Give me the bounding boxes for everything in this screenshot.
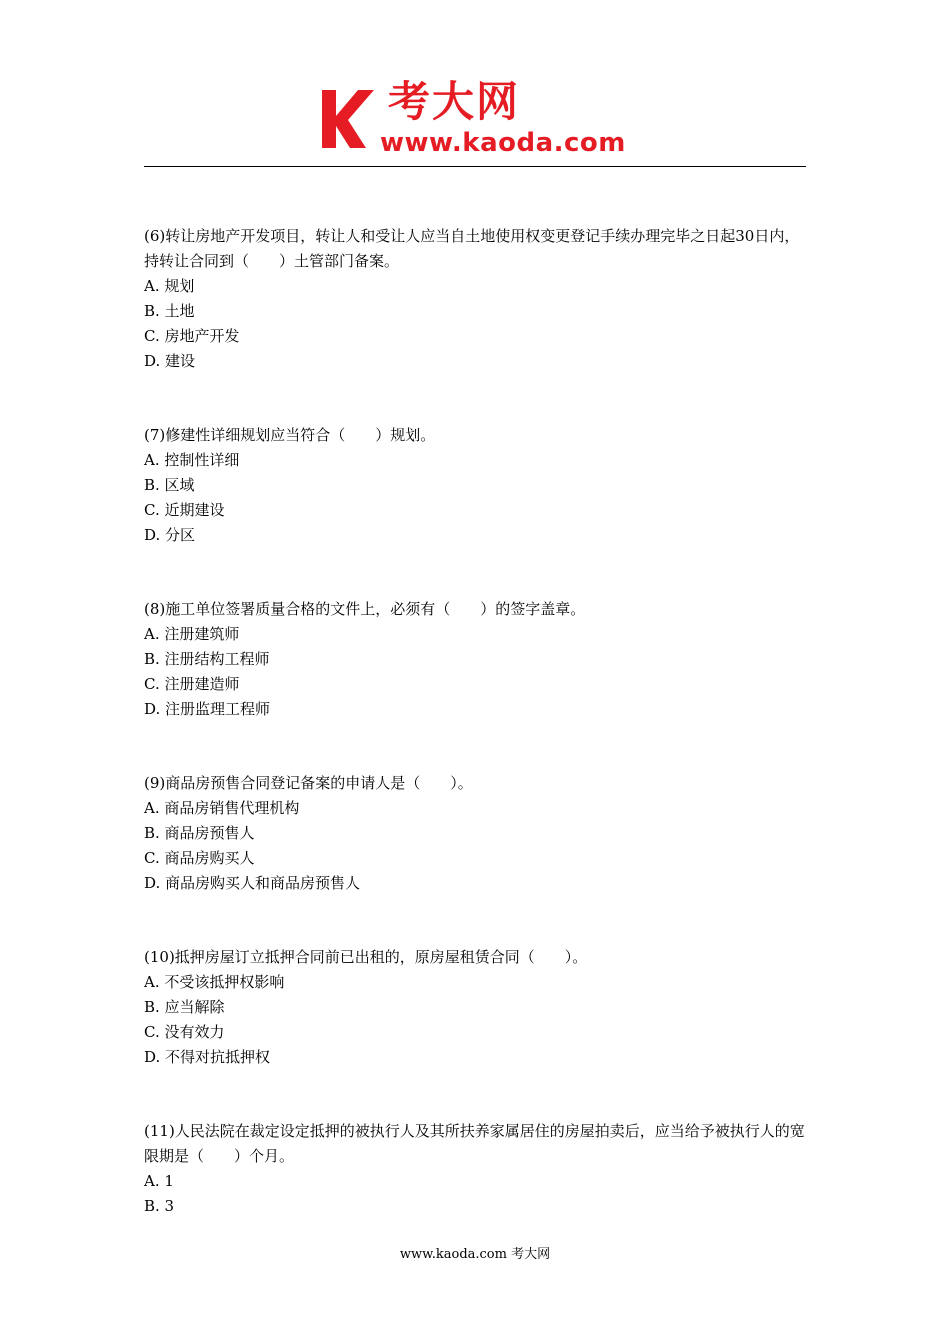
kaoda-logo — [320, 76, 640, 160]
option-c: C. 注册建造师 — [144, 675, 240, 693]
k-logo-icon — [320, 88, 382, 150]
option-c: C. 房地产开发 — [144, 327, 240, 345]
option-d: D. 商品房购买人和商品房预售人 — [144, 874, 361, 892]
question-list — [144, 224, 808, 1268]
question-10 — [144, 945, 808, 1070]
option-b: B. 应当解除 — [144, 998, 225, 1016]
question-stem: (6)转让房地产开发项目，转让人和受让人应当自土地使用权变更登记手续办理完毕之日起30日内，持转让合同到（ ）土管部门备案。 — [144, 227, 800, 270]
option-a: A. 1 — [144, 1172, 174, 1190]
question-9 — [144, 771, 808, 896]
question-11 — [144, 1119, 808, 1219]
logo-chinese-text: 考大网 — [388, 77, 521, 126]
option-b: B. 注册结构工程师 — [144, 650, 270, 668]
page-header — [144, 70, 806, 167]
option-c: C. 商品房购买人 — [144, 849, 255, 867]
option-b: B. 土地 — [144, 302, 195, 320]
option-a: A. 不受该抵押权影响 — [144, 973, 285, 991]
question-6 — [144, 224, 808, 374]
option-a: A. 控制性详细 — [144, 451, 240, 469]
option-d: D. 分区 — [144, 526, 196, 544]
question-stem: (10)抵押房屋订立抵押合同前已出租的，原房屋租赁合同（ ）。 — [144, 948, 588, 966]
question-stem: (11)人民法院在裁定设定抵押的被执行人及其所扶养家属居住的房屋拍卖后，应当给予被执行人的宽限期是（ ）个月。 — [144, 1122, 805, 1165]
logo-url-text: www.kaoda.com — [380, 128, 626, 158]
question-7 — [144, 423, 808, 548]
option-c: C. 近期建设 — [144, 501, 225, 519]
option-b: B. 商品房预售人 — [144, 824, 255, 842]
page-footer: www.kaoda.com 考大网 — [399, 1247, 551, 1262]
option-b: B. 3 — [144, 1197, 175, 1215]
question-stem: (7)修建性详细规划应当符合（ ）规划。 — [144, 426, 436, 444]
option-a: A. 规划 — [144, 277, 195, 295]
option-d: D. 建设 — [144, 352, 196, 370]
option-d: D. 注册监理工程师 — [144, 700, 271, 718]
option-c: C. 没有效力 — [144, 1023, 225, 1041]
option-a: A. 注册建筑师 — [144, 625, 240, 643]
option-b: B. 区域 — [144, 476, 195, 494]
question-stem: (9)商品房预售合同登记备案的申请人是（ ）。 — [144, 774, 473, 792]
question-stem: (8)施工单位签署质量合格的文件上，必须有（ ）的签字盖章。 — [144, 600, 586, 618]
option-a: A. 商品房销售代理机构 — [144, 799, 300, 817]
option-d: D. 不得对抗抵押权 — [144, 1048, 271, 1066]
question-8 — [144, 597, 808, 722]
